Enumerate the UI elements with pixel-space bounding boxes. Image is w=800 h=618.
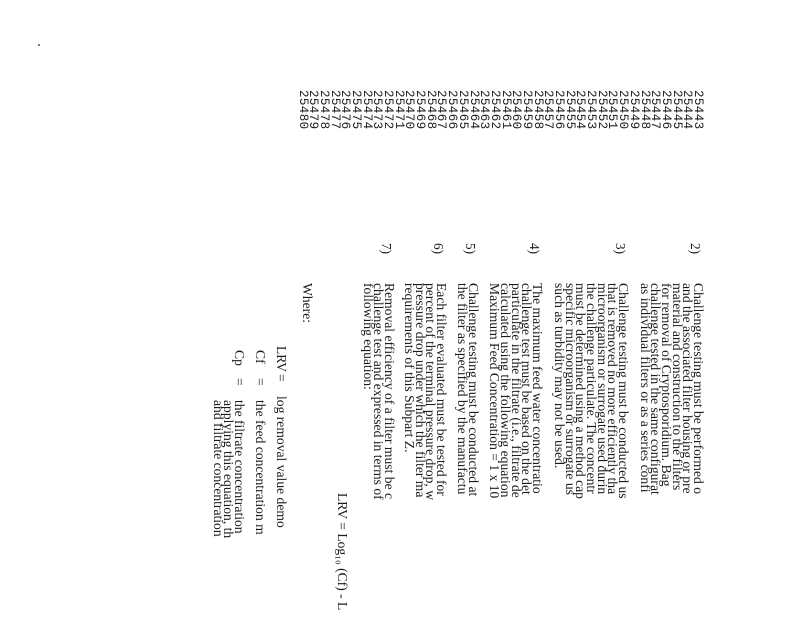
text-line: specific microorganism or surrogate us: [562, 283, 578, 495]
text-line: material and construction to the filters: [669, 283, 685, 491]
line-number: 25460: [509, 90, 524, 130]
item-number-2: 2): [688, 243, 703, 254]
text-line: Removal efficiency of a filter must be c: [382, 283, 397, 500]
line-number: 25448: [637, 90, 652, 130]
line-number: 25469: [413, 90, 428, 130]
paragraph-4: [497, 283, 545, 618]
definition-equals: =: [253, 378, 268, 386]
where-label: Where:: [300, 283, 315, 323]
item-number-7: 7): [379, 243, 394, 254]
paragraph-5: [455, 283, 481, 618]
line-number: 25472: [381, 90, 396, 130]
definition-text: [210, 400, 247, 539]
line-number: 25444: [680, 90, 695, 130]
line-number: 25451: [605, 90, 620, 130]
definition-equals: =: [232, 378, 247, 386]
line-number: 25477: [327, 90, 342, 130]
line-number: 25456: [552, 90, 567, 130]
line-number: 25473: [370, 90, 385, 130]
line-number: 25465: [455, 90, 470, 130]
line-number: 25470: [402, 90, 417, 130]
text-line: percent of the terminal pressure drop, w: [423, 283, 439, 501]
text-line: particulate in the filtrate (i.e., filtrate de: [508, 283, 524, 498]
line-number: 25461: [498, 90, 513, 130]
item-number-5: 5): [463, 243, 478, 254]
text-line: that is removed no more efficiently tha: [605, 283, 621, 495]
paragraph-3: [551, 283, 631, 618]
text-line: calculated using the following equation: [497, 283, 513, 498]
line-number: 25453: [584, 90, 599, 130]
line-number: 25464: [466, 90, 481, 130]
text-line: as individual filters or as a series confi: [637, 283, 653, 493]
line-number: 25463: [477, 90, 492, 130]
text-line: the filter as specified by the manufactu: [455, 283, 471, 495]
line-number: 25457: [541, 90, 556, 130]
definition-symbol: Cp: [232, 350, 247, 366]
text-line: challenge test and expressed in terms of: [371, 283, 387, 500]
paragraph-6: [401, 283, 449, 618]
scan-speck: [38, 44, 40, 46]
text-line: pressure drop under which the filter ma: [412, 283, 428, 498]
text-line: requirements of this Subpart Z.: [401, 283, 417, 453]
line-number: 25455: [562, 90, 577, 130]
line-number: 25476: [338, 90, 353, 130]
text-line: following equation:: [360, 283, 376, 390]
text-line: must be determined using a method cap: [573, 283, 589, 499]
text-line: Maximum Feed Concentration = 1 x 10: [487, 283, 502, 499]
line-number: 25452: [594, 90, 609, 130]
line-number: 25471: [391, 90, 406, 130]
line-number: 25468: [423, 90, 438, 130]
line-number: 25447: [648, 90, 663, 130]
item-number-6: 6): [431, 243, 446, 254]
text-line: and filtrate concentration: [210, 400, 226, 537]
definition-equals: =: [274, 374, 289, 382]
line-number-column: [297, 90, 703, 130]
lrv-equation: LRV = Log₁₀ (Cf) - L: [335, 493, 350, 611]
line-number: 25454: [573, 90, 588, 130]
line-number: 25449: [626, 90, 641, 130]
line-number: 25466: [445, 90, 460, 130]
text-line: Challenge testing must be performed o: [691, 283, 706, 495]
text-line: the challenge particulate. The concentr: [583, 283, 599, 494]
paragraph-7: [360, 283, 397, 618]
line-number: 25479: [306, 90, 321, 130]
line-number: 25446: [658, 90, 673, 130]
text-line: Challenge testing must be conducted us: [616, 283, 631, 499]
line-number: 25445: [669, 90, 684, 130]
line-number: 25478: [316, 90, 331, 130]
line-number: 25462: [487, 90, 502, 130]
text-line: such as turbidity may not be used.: [551, 283, 567, 469]
definition-text: log removal value demo: [274, 396, 289, 528]
definition-symbol: LRV: [274, 346, 289, 373]
item-number-3: 3): [613, 243, 628, 254]
text-line: Challenge testing must be conducted at: [466, 283, 481, 497]
text-line: for removal of Cryptosporidium. Bag: [658, 283, 674, 487]
text-line: challenge test must be based on the det: [519, 283, 535, 495]
line-number: 25467: [434, 90, 449, 130]
line-number: 25474: [359, 90, 374, 130]
text-line: applying this equation, th: [221, 400, 237, 539]
text-line: challenge tested in the same configurat: [648, 283, 664, 495]
line-number: 25458: [530, 90, 545, 130]
paragraph-2: [637, 283, 706, 618]
definition-text: the feed concentration m: [253, 400, 268, 535]
line-number: 25450: [616, 90, 631, 130]
text-line: microorganism or surrogate used durin: [594, 283, 610, 495]
line-number: 25475: [349, 90, 363, 130]
text-line: The maximum feed water concentratio: [530, 283, 545, 494]
paragraph-max-feed: [487, 283, 502, 618]
text-line: Each filter evaluated must be tested for: [434, 283, 449, 496]
item-number-4: 4): [527, 243, 542, 254]
text-line: the filtrate concentration: [232, 400, 247, 534]
text-line: and the associated filter housing or pre: [680, 283, 696, 494]
line-number: 25443: [691, 90, 705, 130]
line-number: 25459: [520, 90, 534, 130]
line-number: 25480: [295, 90, 310, 130]
definition-symbol: Cf: [253, 350, 268, 364]
